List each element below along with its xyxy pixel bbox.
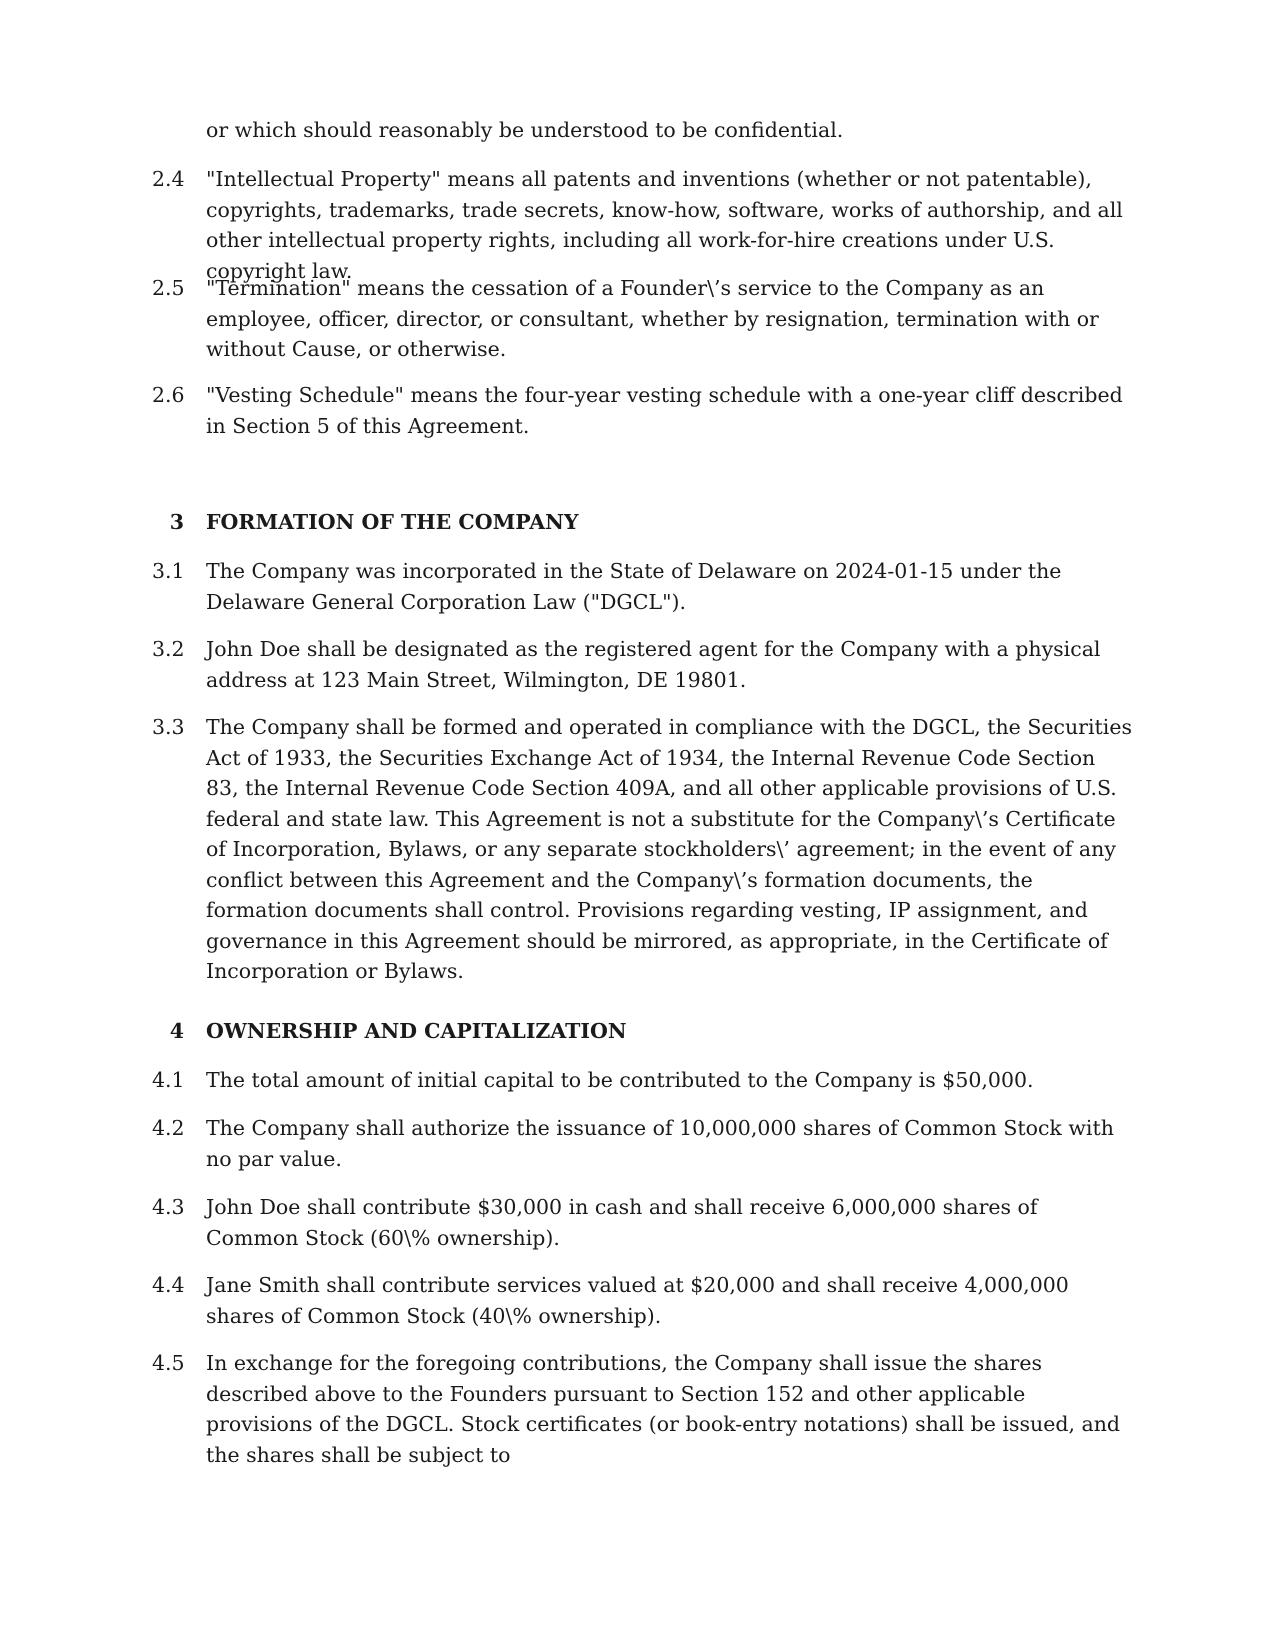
clause-number: 2.4 (152, 167, 185, 191)
clause-number: 4.3 (152, 1195, 185, 1219)
clause-2-5 (152, 273, 1132, 365)
clause-text: "Intellectual Property" means all patents and inventions (whether or not patentable), copyrights, trademarks, trade secrets, know-how, software, works of authorship, and all other intellectual property rights, including all work-for-hire creations under U.S. copyright law. (206, 167, 1123, 283)
clause-text: John Doe shall contribute $30,000 in cash and shall receive 6,000,000 shares of Common Stock (60\% ownership). (206, 1195, 1038, 1250)
clause-text: In exchange for the foregoing contributions, the Company shall issue the shares described above to the Founders pursuant to Section 152 and other applicable provisions of the DGCL. Stock certificates (or book-entry notations) shall be issued, and the shares shall be subject to (206, 1351, 1121, 1467)
clause-text: John Doe shall be designated as the registered agent for the Company with a physical address at 123 Main Street, Wilmington, DE 19801. (206, 637, 1101, 692)
clause-number: 4.2 (152, 1116, 185, 1140)
clause-4-2 (152, 1113, 1132, 1174)
clause-text: The Company shall authorize the issuance of 10,000,000 shares of Common Stock with no par value. (206, 1116, 1114, 1171)
section-heading-3 (152, 507, 1132, 538)
clause-number: 3.1 (152, 559, 185, 583)
clause-2-4 (152, 164, 1132, 286)
continuation-text: or which should reasonably be understood to be confidential. (206, 118, 844, 142)
clause-text: The Company was incorporated in the State of Delaware on 2024-01-15 under the Delaware General Corporation Law ("DGCL"). (206, 559, 1062, 614)
section-title: OWNERSHIP AND CAPITALIZATION (206, 1019, 627, 1043)
clause-3-2 (152, 634, 1132, 695)
clause-3-3 (152, 712, 1132, 987)
clause-number: 4.1 (152, 1068, 185, 1092)
clause-4-5 (152, 1348, 1132, 1470)
clause-2-6 (152, 380, 1132, 441)
clause-number: 2.6 (152, 383, 185, 407)
clause-number: 4.4 (152, 1273, 185, 1297)
section-number: 4 (169, 1019, 184, 1043)
clause-text: The Company shall be formed and operated in compliance with the DGCL, the Securities Act of 1933, the Securities Exchange Act of 1934, the Internal Revenue Code Section 83, the Internal Revenue Code Section 409A, and all other applicable provisions of U.S. federal and state law. This Agreement is not a substitute for the Company\’s Certificate of Incorporation, Bylaws, or any separate stockholders\’ agreement; in the event of any conflict between this Agreement and the Company\’s formation documents, the formation documents shall control. Provisions regarding vesting, IP assignment, and governance in this Agreement should be mirrored, as appropriate, in the Certificate of Incorporation or Bylaws. (206, 715, 1132, 983)
clause-4-3 (152, 1192, 1132, 1253)
section-title: FORMATION OF THE COMPANY (206, 510, 579, 534)
clause-text: Jane Smith shall contribute services valued at $20,000 and shall receive 4,000,000 shares of Common Stock (40\% ownership). (206, 1273, 1069, 1328)
clause-4-4 (152, 1270, 1132, 1331)
clause-text: "Termination" means the cessation of a Founder\’s service to the Company as an employee, officer, director, or consultant, whether by resignation, termination with or without Cause, or otherwise. (206, 276, 1099, 361)
section-heading-4 (152, 1016, 1132, 1047)
section-number: 3 (169, 510, 184, 534)
clause-number: 2.5 (152, 276, 185, 300)
clause-3-1 (152, 556, 1132, 617)
clause-number: 3.2 (152, 637, 185, 661)
clause-number: 4.5 (152, 1351, 185, 1375)
clause-number: 3.3 (152, 715, 185, 739)
clause-4-1 (152, 1065, 1132, 1096)
clause-text: "Vesting Schedule" means the four-year vesting schedule with a one-year cliff described in Section 5 of this Agreement. (206, 383, 1123, 438)
clause-text: The total amount of initial capital to be contributed to the Company is $50,000. (206, 1068, 1034, 1092)
